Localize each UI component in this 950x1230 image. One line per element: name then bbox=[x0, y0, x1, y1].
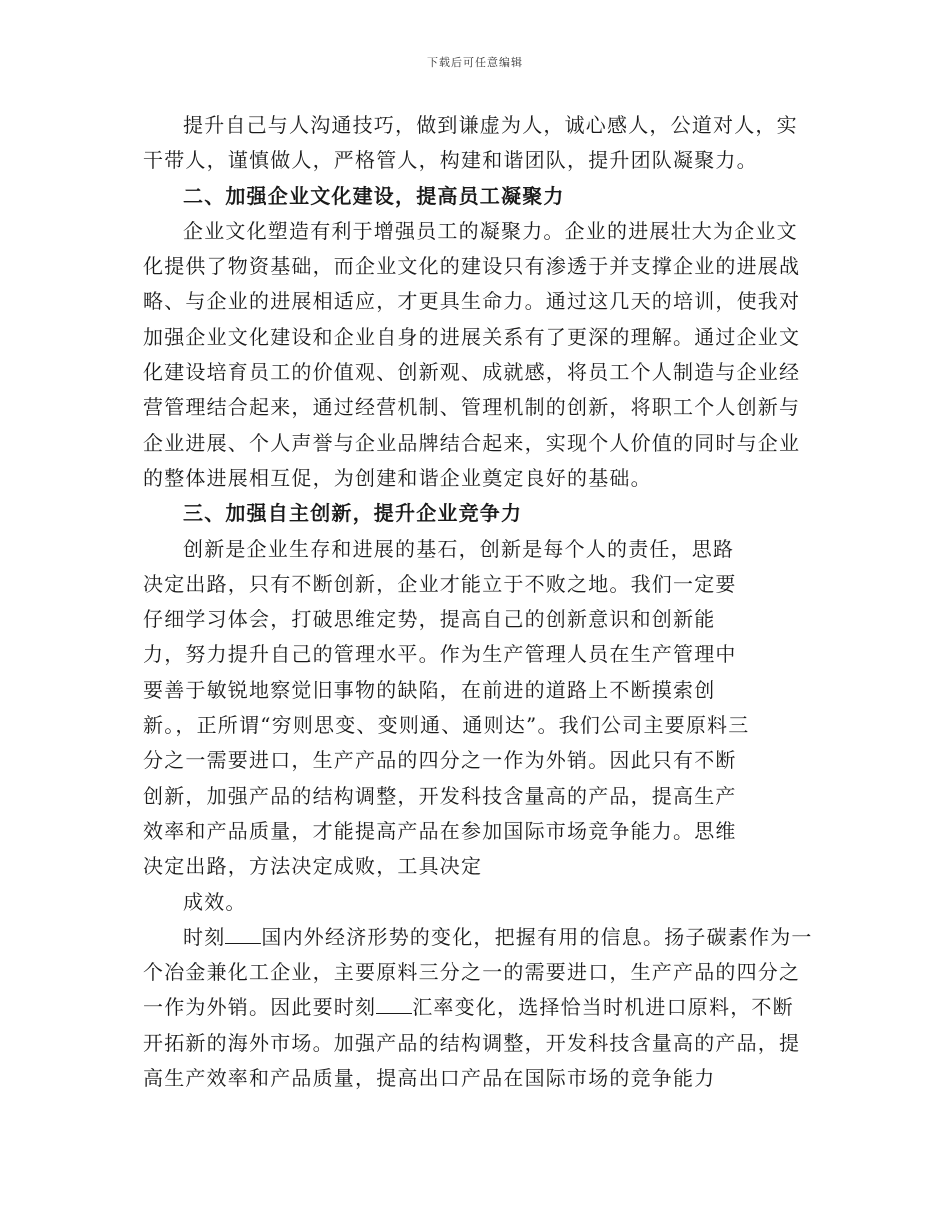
paragraph-team: 提升自己与人沟通技巧，做到谦虚为人，诚心感人，公道对人，实干带人，谨慎做人，严格管人，构建和谐团队，提升团队凝聚力。 bbox=[143, 113, 798, 173]
paragraph-market bbox=[143, 920, 813, 1096]
paragraph-culture: 企业文化塑造有利于增强员工的凝聚力。企业的进展壮大为企业文化提供了物资基础，而企业文化的建设只有渗透于并支撑企业的进展战略、与企业的进展相适应，才更具生命力。通过这几天的培训，使我对加强企业文化建设和企业自身的进展关系有了更深的理解。通过企业文化建设培育员工的价值观、创新观、成就感，将员工个人制造与企业经营管理结合起来，通过经营机制、管理机制的创新，将职工个人创新与企业进展、个人声誉与企业品牌结合起来，实现个人价值的同时与企业的整体进展相互促，为创建和谐企业奠定良好的基础。 bbox=[143, 218, 801, 490]
paragraph-result: 成效。 bbox=[183, 889, 247, 914]
page-header: 下载后可任意编辑 bbox=[427, 56, 523, 69]
paragraph-market-part-b: 国内外经济形势的变化，把握有用的信息。扬子碳素作为一个冶金兼化工企业，主要原料三分之一的需要进口，生产产品的四分之一作为外销。因此要时刻 bbox=[143, 924, 813, 1020]
paragraph-innovation: 创新是企业生存和进展的基石，创新是每个人的责任，思路决定出路，只有不断创新，企业才能立于不败之地。我们一定要仔细学习体会，打破思维定势，提高自己的创新意识和创新能力，努力提升自己的管理水平。作为生产管理人员在生产管理中要善于敏锐地察觉旧事物的缺陷，在前进的道路上不断摸索创新。，正所谓“穷则思变、变则通、通则达”。我们公司主要原料三分之一需要进口，生产产品的四分之一作为外销。因此只有不断创新，加强产品的结构调整，开发科技含量高的产品，提高生产效率和产品质量，才能提高产品在参加国际市场竞争能力。思维决定出路，方法决定成败，工具决定 bbox=[143, 536, 750, 879]
section-heading-innovation: 三、加强自主创新，提升企业竞争力 bbox=[183, 501, 523, 526]
blank-underline bbox=[376, 995, 412, 1014]
document-body bbox=[143, 108, 813, 1096]
blank-underline bbox=[225, 925, 261, 944]
paragraph-market-part-a: 时刻 bbox=[183, 924, 226, 949]
paragraph-market-part-c: 汇率变化，选择恰当时机进口原料，不断开拓新的海外市场。加强产品的结构调整，开发科技含量高的产品，提高生产效率和产品质量，提高出口产品在国际市场的竞争能力 bbox=[143, 995, 801, 1091]
section-heading-culture: 二、加强企业文化建设，提高员工凝聚力 bbox=[183, 183, 565, 208]
